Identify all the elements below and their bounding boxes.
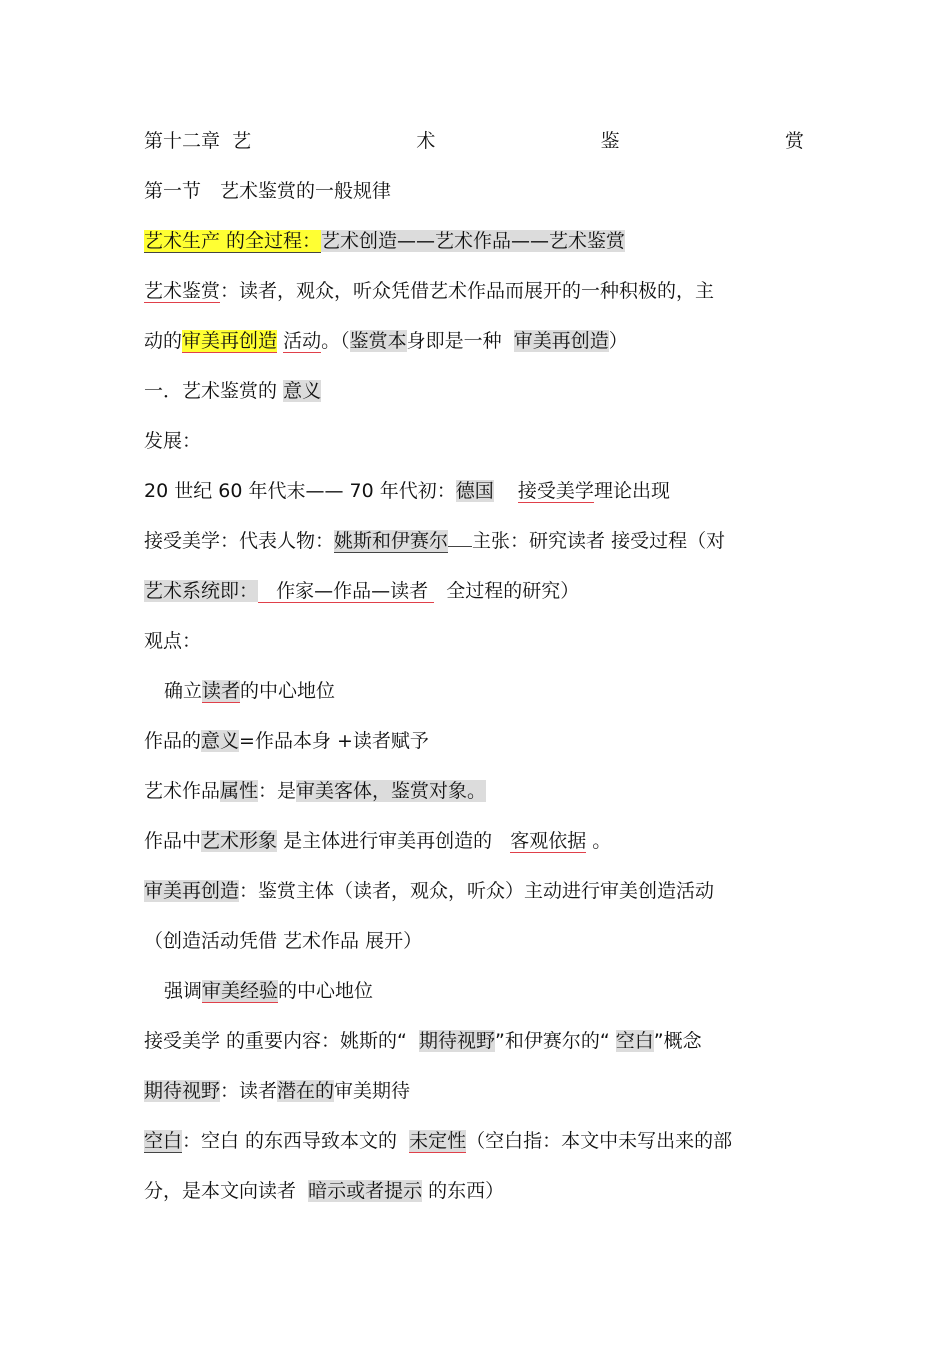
text-line	[144, 1027, 804, 1055]
highlight-phrase: 鉴赏本	[349, 330, 407, 352]
text: ）	[608, 330, 628, 352]
text-line	[144, 327, 804, 355]
term: 艺术鉴赏	[144, 280, 221, 302]
text: 强调	[164, 980, 203, 1002]
highlight-phrase: 审美再创造	[182, 330, 278, 352]
text: 主张：研究读者 接受过程（对	[472, 530, 726, 552]
text: ：是	[258, 780, 297, 802]
chapter-char: 术	[416, 130, 436, 152]
text-line	[144, 1177, 804, 1205]
text: 分，是本文向读者	[144, 1180, 297, 1202]
text: 是主体进行审美再创造的	[283, 830, 493, 852]
highlight-phrase: 审美客体，鉴赏对象。	[296, 780, 487, 802]
text: 接受美学：代表人物：	[144, 530, 335, 552]
text-line	[144, 577, 804, 605]
chapter-label: 第十二章 艺	[144, 130, 252, 152]
text: ：鉴赏主体（读者，观众，听众）主动进行审美创造活动	[239, 880, 715, 902]
text-line	[144, 1127, 804, 1155]
highlight-phrase: 姚斯和伊赛尔	[334, 530, 449, 552]
highlight-phrase: 未定性	[409, 1130, 467, 1152]
text: =作品本身 +读者赋予	[239, 730, 429, 752]
text: 作品中	[144, 830, 202, 852]
highlight-phrase: 审美经验	[202, 980, 279, 1002]
highlight-phrase: 属性	[220, 780, 259, 802]
text: 的东西）	[428, 1180, 505, 1202]
text-line	[144, 277, 804, 305]
highlight-phrase: 暗示或者提示	[308, 1180, 423, 1202]
highlight-phrase: 审美再创造	[144, 880, 240, 902]
chapter-title	[144, 127, 804, 155]
highlight-phrase: 审美再创造	[513, 330, 609, 352]
highlight-phrase: 艺术生产 的全过程：	[144, 230, 322, 252]
text: 艺术作品	[144, 780, 221, 802]
text: 的中心地位	[278, 980, 374, 1002]
definition-text: ：读者，观众，听众凭借艺术作品而展开的一种积极的，主	[220, 280, 715, 302]
text-line	[144, 777, 804, 805]
text: 20 世纪 60 年代末—— 70 年代初：	[144, 480, 456, 502]
term: 客观依据	[510, 830, 587, 852]
highlight-phrase: 德国	[455, 480, 494, 502]
text-line	[144, 827, 804, 855]
text: （空白指：本文中未写出来的部	[466, 1130, 733, 1152]
highlight-phrase: 意义	[283, 380, 322, 402]
text-line: 发展：	[144, 430, 202, 452]
text: 身即是一种	[406, 330, 502, 352]
text: 全过程的研究）	[446, 580, 580, 602]
highlight-phrase: 期待视野	[418, 1030, 495, 1052]
highlight-phrase: 潜在的	[277, 1080, 335, 1102]
text-line: 观点：	[144, 630, 202, 652]
text: ”和伊赛尔的“	[495, 1030, 610, 1052]
text: 作品的	[144, 730, 202, 752]
text: 确立	[164, 680, 203, 702]
underline-blank	[448, 528, 472, 547]
text-line	[144, 377, 804, 405]
text: ”概念	[653, 1030, 702, 1052]
chapter-char: 赏	[784, 130, 804, 152]
highlight-phrase: 艺术系统即：	[144, 580, 259, 602]
text: 。（	[321, 330, 350, 352]
term	[258, 580, 434, 603]
text-line	[144, 877, 804, 905]
section-title: 第一节 艺术鉴赏的一般规律	[144, 180, 392, 202]
text-line	[144, 1077, 804, 1105]
text-line	[144, 977, 824, 1005]
text: ：空白 的东西导致本文的	[182, 1130, 398, 1152]
heading-text: 一．艺术鉴赏的	[144, 380, 278, 402]
text-line	[144, 727, 804, 755]
text-line	[144, 227, 804, 255]
highlight-phrase: 空白	[144, 1130, 183, 1152]
chapter-char: 鉴	[600, 130, 620, 152]
highlight-phrase: 空白	[615, 1030, 654, 1052]
text: ：读者	[220, 1080, 278, 1102]
text-line	[144, 477, 804, 505]
text: 接受美学 的重要内容：姚斯的“	[144, 1030, 407, 1052]
text-line	[144, 527, 804, 555]
highlight-phrase: 意义	[201, 730, 240, 752]
text-line: （创造活动凭借 艺术作品 展开）	[144, 930, 423, 952]
highlight-phrase: 读者	[202, 680, 241, 702]
text: 。	[592, 830, 612, 852]
text: 的中心地位	[240, 680, 336, 702]
highlight-phrase: 艺术创造——艺术作品——艺术鉴赏	[321, 230, 626, 252]
text: 动的	[144, 330, 183, 352]
term: 接受美学	[517, 480, 594, 502]
term-text: 作家—作品—读者	[276, 580, 429, 602]
highlight-phrase: 艺术形象	[201, 830, 278, 852]
text: 审美期待	[334, 1080, 411, 1102]
text: 理论出现	[593, 480, 670, 502]
text-line	[144, 677, 824, 705]
term: 活动	[283, 330, 322, 352]
highlight-phrase: 期待视野	[144, 1080, 221, 1102]
